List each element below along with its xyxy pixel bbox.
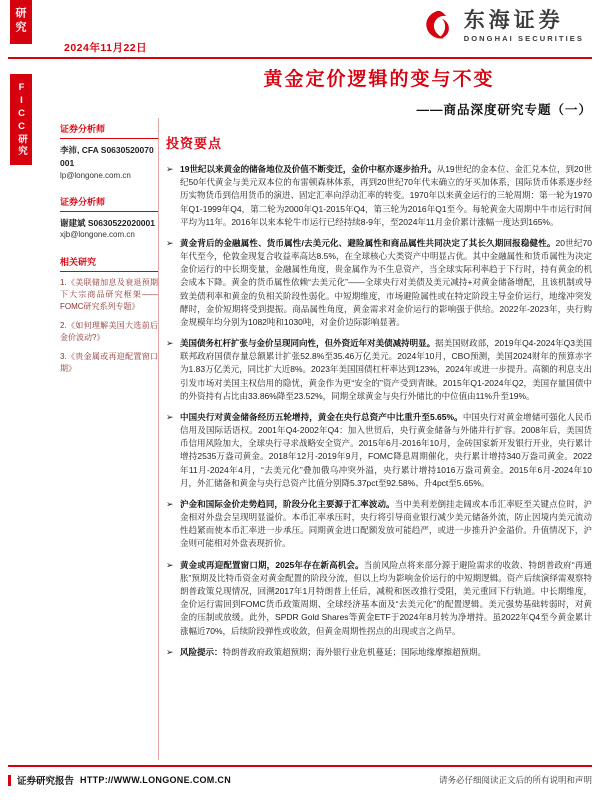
highlight-item (166, 237, 592, 329)
bullet-arrow-icon: ➢ (166, 237, 174, 248)
highlight-lead: 黄金或再迎配置窗口期，2025年存在新高机会。 (180, 559, 364, 570)
investment-highlights-title: 投资要点 (166, 136, 223, 151)
highlight-item (166, 498, 592, 551)
investment-highlights-list (166, 163, 592, 659)
analyst-block (60, 195, 158, 242)
highlight-item (166, 559, 592, 638)
dept-tag-ficc: FICC研究 (10, 74, 32, 165)
analysts-block (60, 122, 158, 241)
report-body (166, 64, 592, 667)
highlight-lead: 沪金和国际金价走势趋同，阶段分化主要源于汇率波动。 (180, 498, 395, 509)
brand-header (420, 8, 584, 44)
related-research-item[interactable] (60, 351, 158, 375)
brand-name-cn: 东海证券 (463, 8, 564, 32)
analyst-name: 谢建斌 S0630522020001 (60, 217, 155, 228)
highlight-lead: 中国央行对黄金储备经历五轮增持，黄金在央行总资产中比重升至5.65%。 (180, 411, 463, 422)
highlight-body: 当前风险点将来部分源于避险需求的收敛、特朗普政府“再通胀”预期及比特币资金对黄金配置的阶段分流，但以上均为影响金价运行的中短期逻辑。资产后续演绎需观察特朗普政策兑现情况，回溯2017年1月特朗普上任后，减税和医改推行受阻，美元重回下行轨道。中长期维度，金价运行需回到FOMC货币政策周期、全球经济基本面及“去美元化”的配置逻辑。美元强势基础转弱时，对黄金的压制或放缓。此外，SPDR Gold Shares等黄金ETF于2024年8月转为净增持。虽2022年Q4至今黄金累计涨幅近70%，后续阶段弹性或收敛，但黄金周期性拐点的出现或言之尚早。 (180, 559, 592, 636)
footer-website-link[interactable]: HTTP://WWW.LONGONE.COM.CN (80, 775, 231, 785)
highlight-lead: 美国债务杠杆扩张与金价呈现同向性，但外资近年对美债减持明显。 (180, 338, 436, 349)
bullet-arrow-icon: ➢ (166, 411, 174, 422)
related-research-list (60, 277, 158, 375)
analyst-block (60, 122, 158, 182)
bullet-arrow-icon: ➢ (166, 338, 174, 349)
analyst-role-label: 证券分析师 (60, 195, 158, 212)
highlight-body: 中国央行对黄金增储可强化人民币信用及国际话语权。2001年Q4-2002年Q4：加入世贸后，央行黄金储备与外储并行扩容。2008年后，美国货币信用风险加大，全球央行寻求战略安全资产。2015年6月-2016年10月，金砖国家新开发银行开业，央行累计增持2535万盎司黄金。2018年12月-2019年9月，FOMC降息周期催化，央行累计增持340万盎司黄金。2022年11月-2024年4月，“去美元化”叠加俄乌冲突外溢，央行累计增持1016万盎司黄金。2015年6月-2024年10月，外汇储备和黄金与央行总资产比值分别降5.37pct至92.58%、升4pct至5.65%。 (180, 411, 592, 488)
highlight-body: 当中美利差倒挂走阔或本币汇率贬至关键点位时，沪金相对外盘会呈现明显溢价。本币汇率承压时，央行将引导商业银行减少美元储备外流，防止因境内美元流动性趋紧而使本币汇率进一步承压。同期黄金进口配额发放可能趋严，或进一步推升沪金溢价。升值情况下，沪金则可能相对外盘表现折价。 (180, 498, 592, 549)
footer-left (8, 773, 231, 787)
bullet-arrow-icon: ➢ (166, 498, 174, 509)
highlight-body: 从19世纪的金本位、金汇兑本位，到20世纪50年代黄金与美元双本位的布雷顿森林体系，再到20世纪70年代末确立的牙买加体系，国际货币体系逐步经历实物货币到信用货币的演进、固定汇率向浮动汇率的转变。1970年以来黄金运行的三轮周期：第一轮为1970年Q1-1999年Q4，第二轮为2000年Q1-2015年Q4，第三轮为2016年Q1至今。每轮黄金大周期中牛市运行时间平均为11年。2016年以来本轮牛市运行已经持续8-9年，至2024年11月金价累计涨幅一度达到165%。 (180, 164, 592, 227)
donghai-logo-icon (420, 8, 456, 44)
highlight-item (166, 411, 592, 490)
related-research-title: 相关研究 (60, 255, 158, 272)
header-divider (8, 57, 592, 59)
analyst-name: 李沛, CFA S0630520070001 (60, 145, 154, 168)
bullet-arrow-icon: ➢ (166, 559, 174, 570)
bullet-arrow-icon: ➢ (166, 646, 174, 657)
highlight-item (166, 646, 592, 659)
research-category-tag: 研究 (10, 0, 32, 44)
sidebar-main-divider (158, 118, 159, 760)
footer-red-bar (8, 775, 11, 786)
highlight-body: 特朗普政府政策超预期；海外银行业危机蔓延；国际地缘摩擦超预期。 (222, 646, 487, 657)
sidebar (60, 122, 158, 382)
related-research-item[interactable] (60, 277, 158, 313)
report-date: 2024年11月22日 (64, 42, 148, 54)
highlight-body: 据美国财政部，2019年Q4-2024年Q3美国联邦政府国债存量总额累计扩张52.8%至35.46万亿美元。2024年10月，CBO预测，美国2024财年的预算赤字为1.83万亿美元，同比扩大近8%。2023年美国国债杠杆率达到123%，2024年或进一步提升。高额的利息支出引发市场对美国主权信用的隐忧，黄金作为更“安全的”资产受到青睐。2015年Q1-2024年Q2，美国存量国债中的外资持有占比由33.86%降至23.52%，同期全球黄金与央行外储比的中位值由11%升至19%。 (180, 338, 593, 401)
highlight-lead: 黄金背后的金融属性、货币属性/去美元化、避险属性和商品属性共同决定了其长久期回报稳健性。 (180, 237, 556, 248)
footer-disclaimer: 请务必仔细阅读正文后的所有说明和声明 (438, 775, 592, 785)
related-research-item[interactable] (60, 320, 158, 344)
bullet-arrow-icon: ➢ (166, 164, 174, 174)
related-research-item-text: 2.《如何理解美国大选前后金价波动?》 (60, 321, 158, 343)
highlight-item (166, 337, 592, 403)
related-research-item-text: 1.《美联储加息及衰退预期下大宗商品研究框架——FOMC研究系列专题》 (60, 278, 158, 312)
report-title: 黄金定价逻辑的变与不变 (263, 69, 495, 90)
related-research-item-text: 3.《贵金属或再迎配置窗口期》 (60, 352, 158, 374)
highlight-item (166, 163, 592, 229)
footer-divider (8, 765, 592, 767)
footer (8, 773, 592, 787)
brand-name-en: DONGHAI SECURITIES (463, 34, 584, 44)
brand-text (464, 9, 584, 43)
report-subtitle: ——商品深度研究专题（一） (416, 103, 592, 117)
analyst-email-link[interactable]: xjb@longone.com.cn (60, 230, 135, 240)
analyst-role-label: 证券分析师 (60, 122, 158, 139)
footer-report-type: 证券研究报告 (17, 776, 75, 787)
highlight-lead: 19世纪以来黄金的储备地位及价值不断变迁，金价中枢亦逐步抬升。 (180, 164, 437, 174)
related-research-block (60, 255, 158, 375)
highlight-body: 20世纪70年代至今，伦敦金现复合收益率高达8.5%，在全球核心大类资产中明显占优。其中金融属性和货币属性为决定金价运行的中长期变量，金融属性角度，贵金属作为不生息资产，当全球实际利率趋于下行时，持有黄金的机会成本下降。黄金的货币属性依赖“去美元化”——全球央行对美债及美元减持+对黄金储备增配，且该机制或导致美债利率和黄金的负相关阶段性弱化。中短期维度，市场避险属性或在特定阶段主导金价运行，地缘冲突发酵时，金价短期将受到提振。商品属性角度，黄金需求对金价运行的影响强于供给。2022年-2023年，央行购金规模年均分别为1082吨和1030吨，对金价边际影响显著。 (180, 237, 592, 327)
analyst-email-link[interactable]: lp@longone.com.cn (60, 170, 131, 180)
highlight-lead: 风险提示： (180, 646, 223, 657)
